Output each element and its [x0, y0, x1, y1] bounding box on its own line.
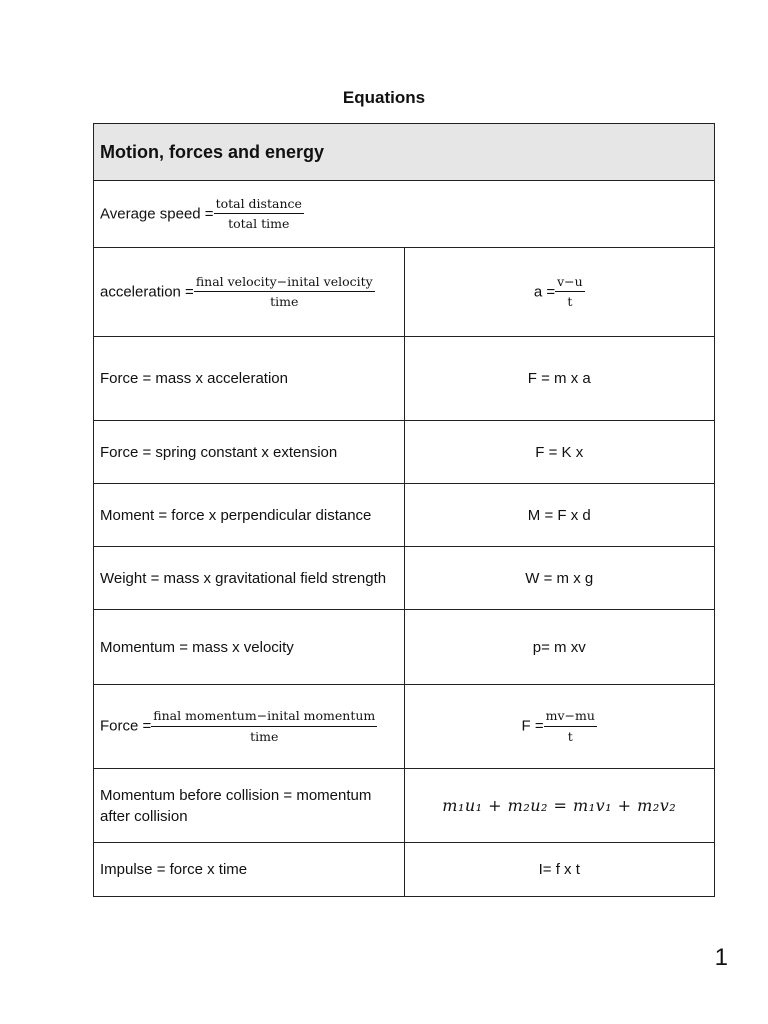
momentum-word-equation: Momentum = mass x velocity	[94, 610, 405, 685]
table-row	[94, 769, 715, 843]
acceleration-label: acceleration =	[100, 282, 194, 300]
table-row	[94, 181, 715, 248]
table-row	[94, 248, 715, 337]
force-momentum-symbol-label: F =	[521, 717, 544, 735]
acceleration-symbol-equation	[404, 248, 715, 337]
force-momentum-symbol-fraction	[544, 709, 597, 744]
fraction-denominator: t	[567, 294, 573, 309]
acceleration-fraction	[194, 275, 375, 310]
spring-symbol-equation: F = K x	[404, 421, 715, 484]
table-row	[94, 610, 715, 685]
fraction-denominator: time	[270, 294, 299, 309]
moment-symbol-equation: M = F x d	[404, 484, 715, 547]
acceleration-symbol-fraction	[555, 275, 585, 310]
average-speed-label: Average speed =	[100, 204, 214, 222]
force-momentum-word-equation	[94, 685, 405, 769]
equations-table	[93, 123, 715, 897]
acceleration-symbol-label: a =	[533, 282, 556, 300]
conservation-symbol-equation	[404, 769, 715, 843]
table-row	[94, 421, 715, 484]
table-row	[94, 484, 715, 547]
fraction-numerator: total distance	[214, 197, 304, 214]
average-speed-fraction	[214, 197, 304, 232]
fraction-numerator: mv−mu	[544, 709, 597, 726]
force-momentum-label: Force =	[100, 717, 152, 735]
page-title: Equations	[342, 88, 426, 107]
force-momentum-fraction	[151, 709, 377, 744]
force-momentum-symbol-equation	[404, 685, 715, 769]
spring-word-equation: Force = spring constant x extension	[94, 421, 405, 484]
fraction-numerator: final velocity−inital velocity	[194, 275, 375, 292]
fraction-numerator: v−u	[555, 275, 585, 292]
fraction-denominator: time	[250, 728, 279, 744]
table-row	[94, 843, 715, 897]
page-number: 1	[714, 944, 728, 971]
table-row	[94, 337, 715, 421]
section-heading: Motion, forces and energy	[94, 124, 715, 181]
table-row	[94, 547, 715, 610]
moment-word-equation: Moment = force x perpendicular distance	[94, 484, 405, 547]
table-header-row	[94, 124, 715, 181]
conservation-formula: m₁u₁ + m₂u₂ = m₁v₁ + m₂v₂	[442, 796, 677, 815]
impulse-word-equation: Impulse = force x time	[94, 843, 405, 897]
acceleration-word-equation	[94, 248, 405, 337]
conservation-word-equation: Momentum before collision = momentum after collision	[94, 769, 405, 843]
force-word-equation: Force = mass x acceleration	[94, 337, 405, 421]
impulse-symbol-equation: I= f x t	[404, 843, 715, 897]
average-speed-cell	[94, 181, 715, 248]
weight-symbol-equation: W = m x g	[404, 547, 715, 610]
table-row	[94, 685, 715, 769]
fraction-numerator: final momentum−inital momentum	[151, 709, 377, 726]
fraction-denominator: t	[567, 728, 573, 744]
momentum-symbol-equation: p= m xv	[404, 610, 715, 685]
force-symbol-equation: F = m x a	[404, 337, 715, 421]
weight-word-equation: Weight = mass x gravitational field strength	[94, 547, 405, 610]
fraction-denominator: total time	[228, 216, 290, 231]
